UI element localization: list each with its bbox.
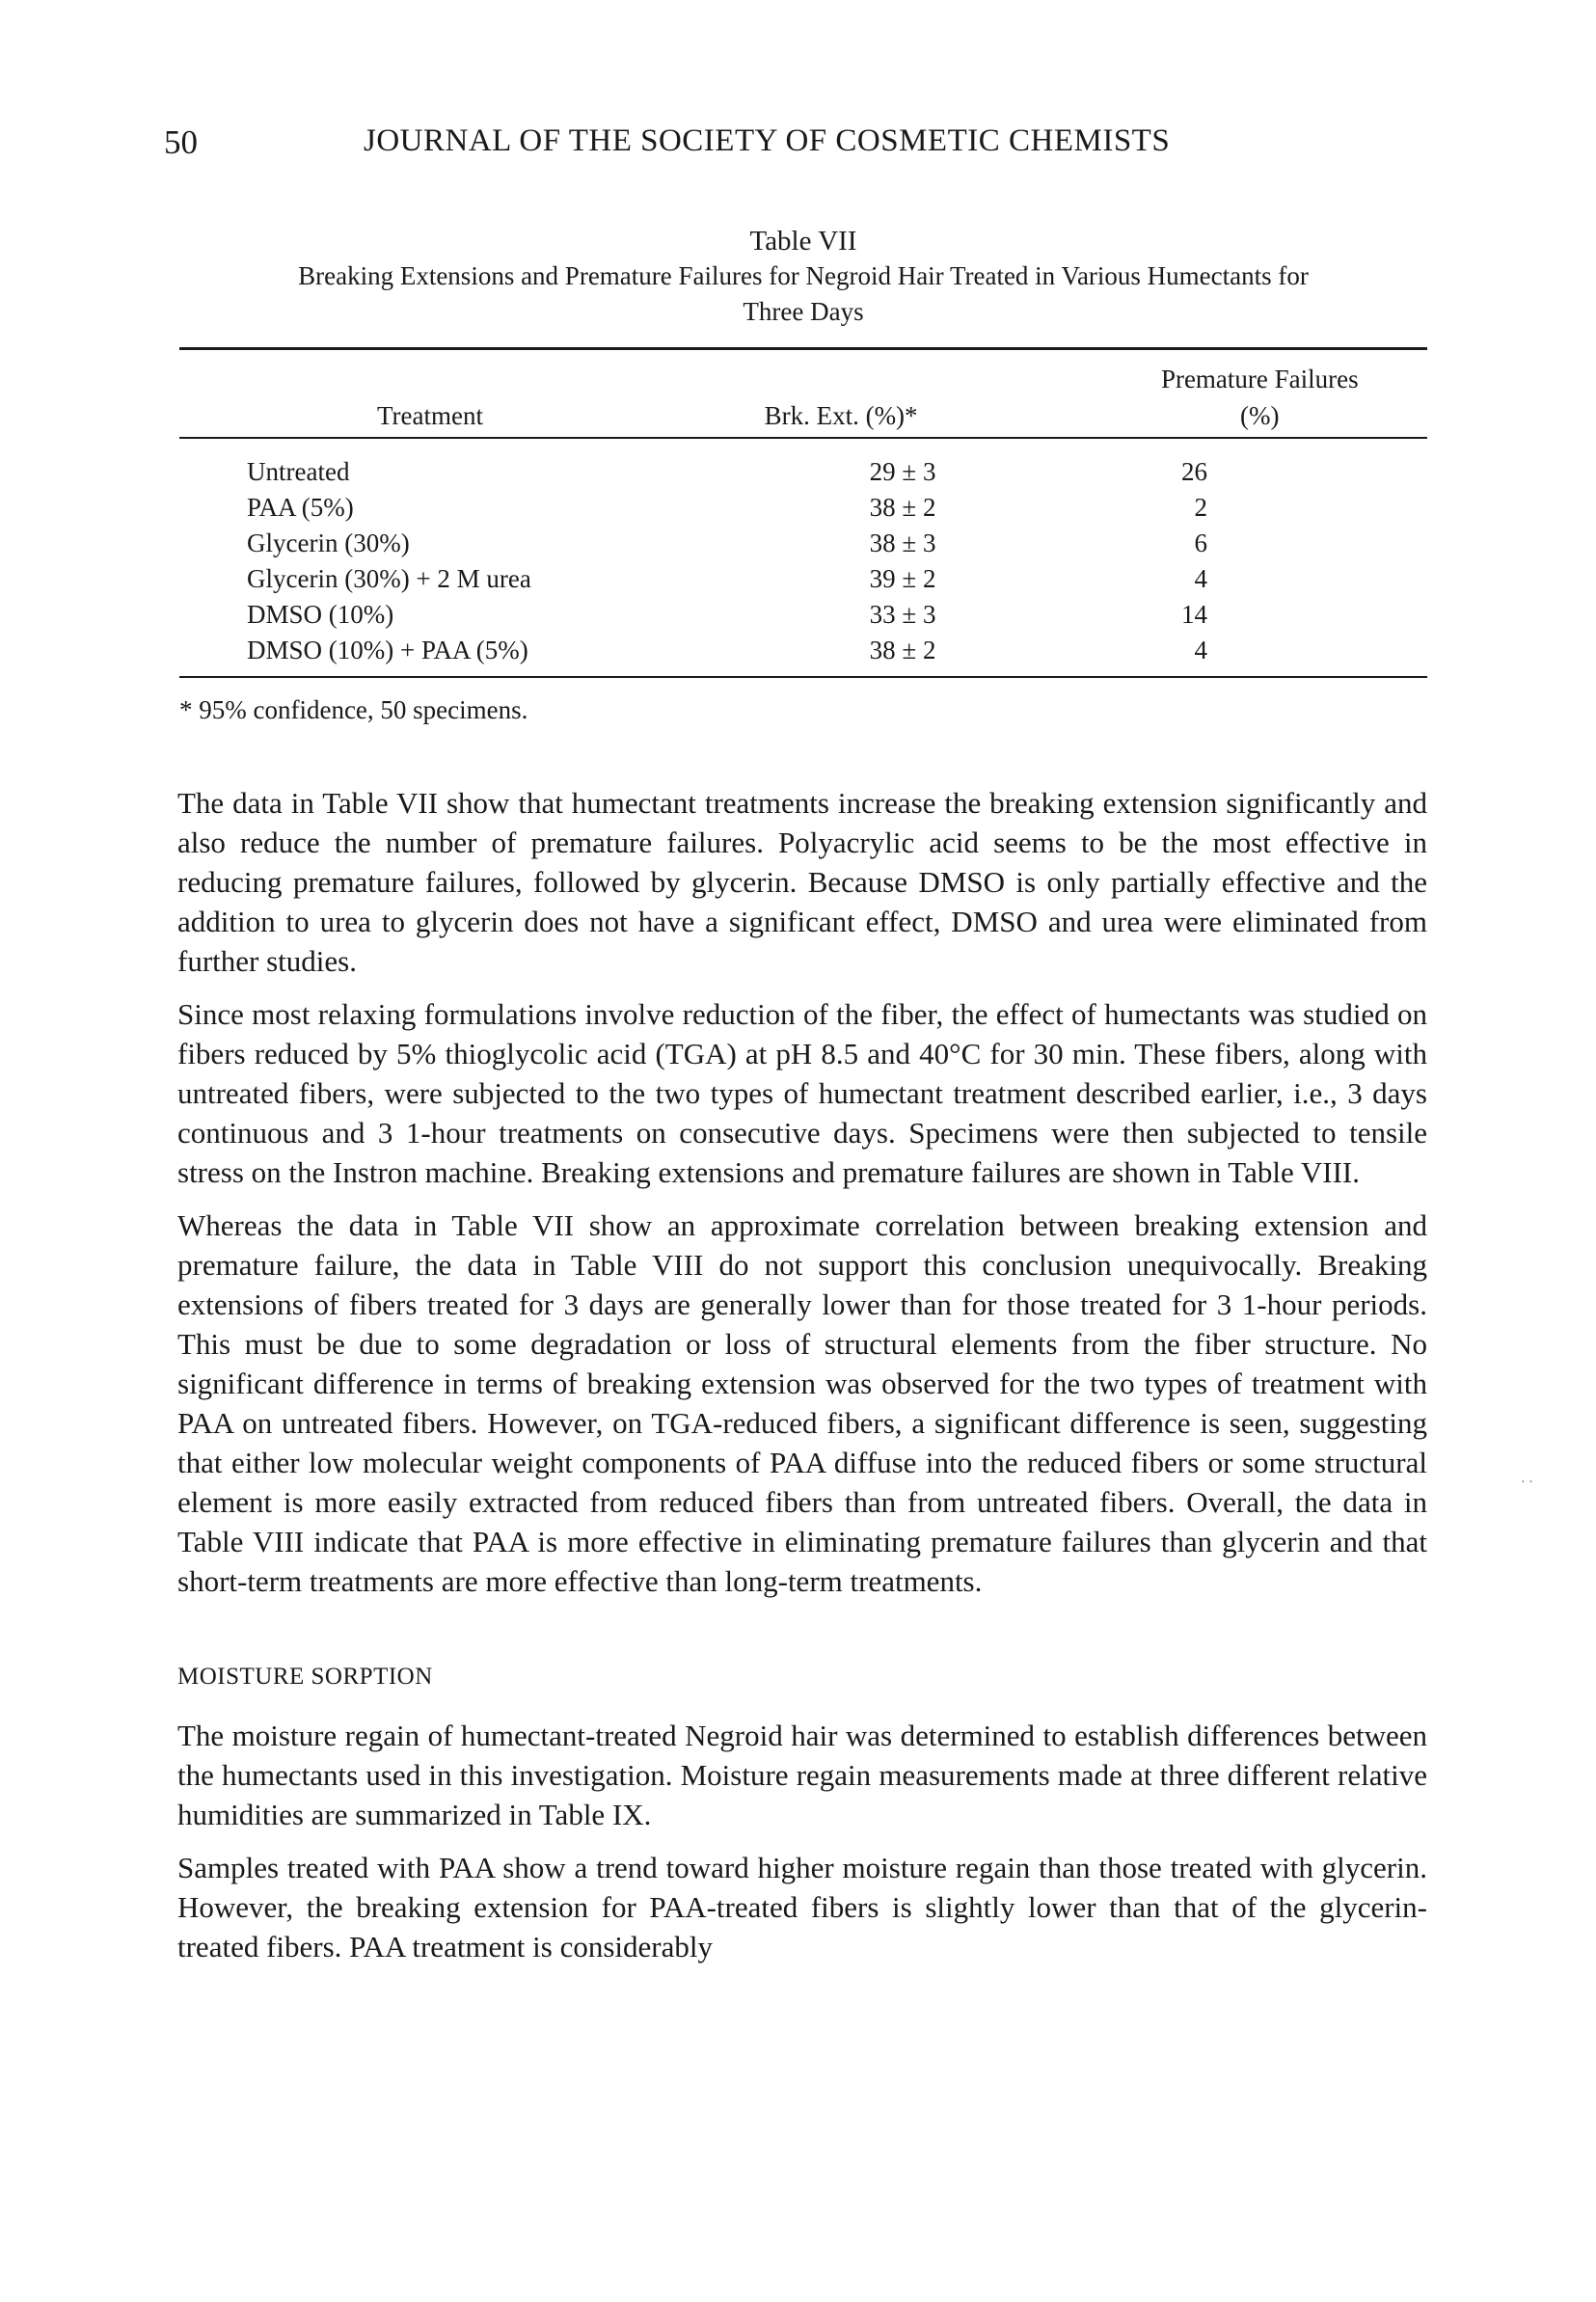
header-treatment: Treatment	[377, 401, 483, 430]
table-row	[179, 439, 1427, 490]
cell-brk-ext: 38 ± 2	[869, 636, 936, 664]
margin-mark: · ·	[1521, 1476, 1533, 1490]
table-row	[179, 526, 1427, 561]
header-premature-unit: (%)	[1240, 401, 1280, 430]
cell-premature: 4	[1194, 564, 1207, 593]
table-row	[179, 490, 1427, 526]
cell-brk-ext: 29 ± 3	[869, 457, 936, 486]
cell-premature: 4	[1194, 636, 1207, 664]
table-caption: Breaking Extensions and Premature Failures for Negroid Hair Treated in Various Humectants for Three Days	[298, 261, 1309, 326]
cell-treatment: Glycerin (30%) + 2 M urea	[247, 564, 531, 593]
cell-brk-ext: 33 ± 3	[869, 600, 936, 629]
cell-premature: 26	[1181, 457, 1207, 486]
paragraph: The moisture regain of humectant-treated Negroid hair was determined to establish differences between the humectants used in this investigation. Moisture regain measurements made at three different relative humidities are summarized in Table IX.	[177, 1719, 1427, 1831]
cell-brk-ext: 38 ± 3	[869, 528, 936, 557]
table-bottom-rule	[179, 676, 1427, 678]
table-row	[179, 633, 1427, 676]
paragraph: Whereas the data in Table VII show an approximate correlation between breaking extension and premature failure, the data in Table VIII do not support this conclusion unequivocally. Breaking extensions of fibers treated for 3 days are generally lower than for those treated for 3 1-hour periods. This must be due to some degradation or loss of structural elements from the fiber structure. No significant difference in terms of breaking extension was observed for the two types of treatment with PAA on untreated fibers. However, on TGA-reduced fibers, a significant difference is seen, suggesting that either low molecular weight components of PAA diffuse into the reduced fibers or some structural element is more easily extracted from reduced fibers than from untreated fibers. Overall, the data in Table VIII indicate that PAA is more effective in eliminating premature failures than glycerin and that short-term treatments are more effective than long-term treatments.	[177, 1208, 1427, 1598]
table-vii	[179, 224, 1427, 725]
cell-treatment: PAA (5%)	[247, 493, 354, 522]
page-number: 50	[164, 123, 198, 161]
body-text	[177, 783, 1427, 1980]
header-brk-ext: Brk. Ext. (%)*	[764, 401, 918, 430]
table-row	[179, 561, 1427, 597]
cell-treatment: DMSO (10%) + PAA (5%)	[247, 636, 528, 664]
section-heading: MOISTURE SORPTION	[177, 1664, 433, 1690]
cell-treatment: Glycerin (30%)	[247, 528, 410, 557]
page-header	[164, 123, 1437, 172]
cell-brk-ext: 38 ± 2	[869, 493, 936, 522]
paragraph: The data in Table VII show that humectant treatments increase the breaking extension significantly and also reduce the number of premature failures. Polyacrylic acid seems to be the most effective in reducing premature failures, followed by glycerin. Because DMSO is only partially effective and the addition to urea to glycerin does not have a significant effect, DMSO and urea were eliminated from further studies.	[177, 786, 1427, 978]
journal-title: JOURNAL OF THE SOCIETY OF COSMETIC CHEMISTS	[364, 123, 1171, 158]
header-premature-failures: Premature Failures	[1160, 365, 1359, 393]
cell-premature: 6	[1194, 528, 1207, 557]
cell-treatment: DMSO (10%)	[247, 600, 394, 629]
cell-treatment: Untreated	[247, 457, 350, 486]
table-row	[179, 597, 1427, 633]
cell-brk-ext: 39 ± 2	[869, 564, 936, 593]
table-footnote: * 95% confidence, 50 specimens.	[179, 695, 528, 724]
paragraph: Samples treated with PAA show a trend toward higher moisture regain than those treated with glycerin. However, the breaking extension for PAA-treated fibers is slightly lower than that of the glycerin-treated fibers. PAA treatment is considerably	[177, 1851, 1427, 1963]
cell-premature: 14	[1181, 600, 1207, 629]
paragraph: Since most relaxing formulations involve reduction of the fiber, the effect of humectants was studied on fibers reduced by 5% thioglycolic acid (TGA) at pH 8.5 and 40°C for 30 min. These fibers, along with untreated fibers, were subjected to the two types of humectant treatment described earlier, i.e., 3 days continuous and 3 1-hour treatments on consecutive days. Specimens were then subjected to tensile stress on the Instron machine. Breaking extensions and premature failures are shown in Table VIII.	[177, 997, 1427, 1189]
data-table-body	[179, 439, 1427, 676]
data-table	[179, 350, 1427, 437]
cell-premature: 2	[1194, 493, 1207, 522]
table-label: Table VII	[749, 226, 857, 257]
